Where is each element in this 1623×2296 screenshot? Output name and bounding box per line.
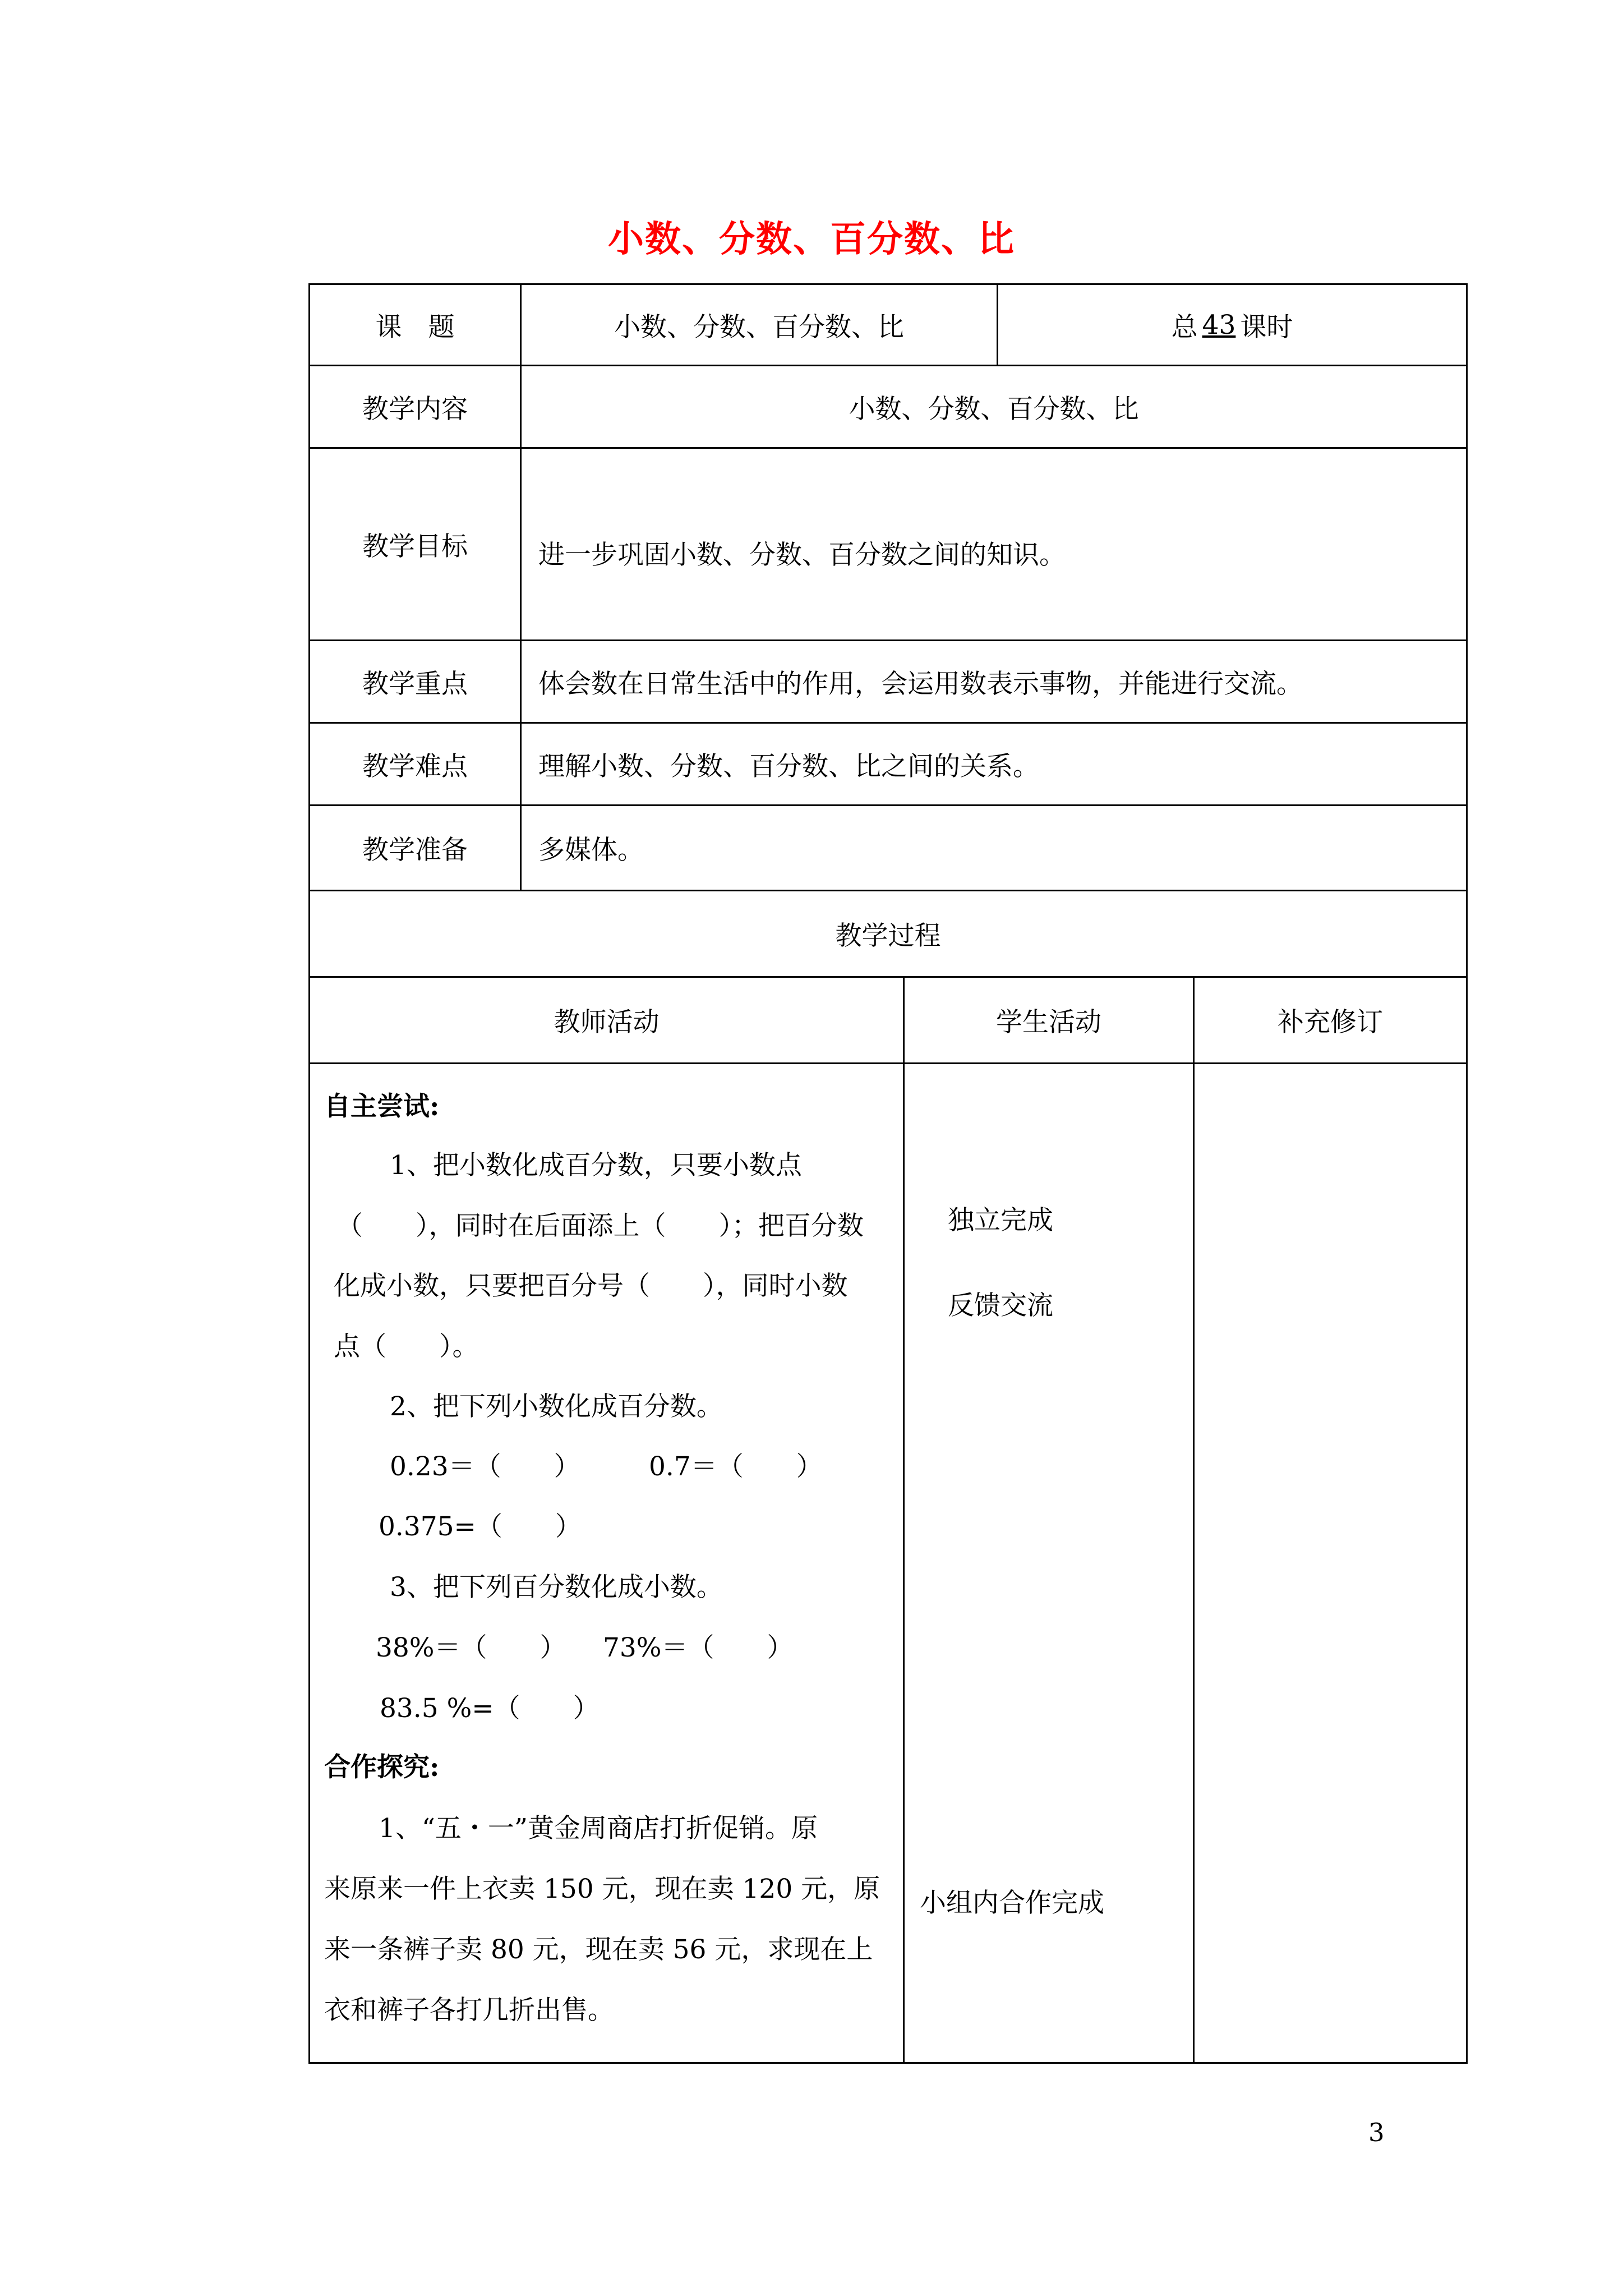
total-hours-cell bbox=[997, 283, 1468, 366]
content-value-cell bbox=[520, 365, 1468, 449]
key-label: 教学重点 bbox=[362, 668, 468, 700]
q3-item-a: 38%＝（ ） bbox=[376, 1632, 566, 1663]
prep-label: 教学准备 bbox=[362, 835, 468, 866]
prep-label-cell bbox=[308, 804, 522, 891]
prep-value: 多媒体。 bbox=[538, 835, 644, 866]
goal-label: 教学目标 bbox=[362, 531, 468, 562]
difficulty-label: 教学难点 bbox=[362, 751, 468, 782]
section-cooperate: 合作探究: bbox=[324, 1752, 440, 1783]
topic-label-cell bbox=[308, 283, 522, 366]
difficulty-value: 理解小数、分数、百分数、比之间的关系。 bbox=[538, 751, 1039, 782]
content-value: 小数、分数、百分数、比 bbox=[849, 393, 1139, 425]
prep-value-cell bbox=[520, 804, 1468, 891]
revise-label: 补充修订 bbox=[1278, 1007, 1383, 1038]
revise-body bbox=[1193, 1062, 1468, 2064]
q3-text: 3、把下列百分数化成小数。 bbox=[390, 1572, 723, 1603]
q3-item-b: 73%＝（ ） bbox=[603, 1632, 794, 1663]
content-label-cell bbox=[308, 365, 522, 449]
q1-line3: 化成小数，只要把百分号（ ），同时小数 bbox=[334, 1271, 848, 1301]
p1-line4: 衣和裤子各打几折出售。 bbox=[324, 1995, 614, 2026]
topic-value-cell bbox=[520, 283, 998, 366]
student-note-1: 独立完成 bbox=[948, 1205, 1053, 1236]
key-label-cell bbox=[308, 639, 522, 724]
student-note-2: 反馈交流 bbox=[948, 1290, 1053, 1321]
q2-text: 2、把下列小数化成百分数。 bbox=[390, 1391, 723, 1422]
process-heading-cell bbox=[308, 890, 1468, 978]
q1-line1: 1、把小数化成百分数，只要小数点 bbox=[390, 1150, 802, 1181]
total-prefix: 总 bbox=[1171, 311, 1198, 343]
key-value: 体会数在日常生活中的作用，会运用数表示事物，并能进行交流。 bbox=[538, 668, 1303, 700]
student-note-3: 小组内合作完成 bbox=[920, 1888, 1104, 1918]
teacher-activity-header bbox=[308, 976, 905, 1064]
q2-item-b: 0.7＝（ ） bbox=[649, 1451, 823, 1482]
page-number: 3 bbox=[1368, 2118, 1385, 2147]
q2-item-c: 0.375=（ ） bbox=[379, 1511, 582, 1542]
goal-value-cell bbox=[520, 447, 1468, 641]
total-number: 43 bbox=[1202, 309, 1236, 341]
p1-line3: 来一条裤子卖 80 元，现在卖 56 元，求现在上 bbox=[324, 1934, 873, 1965]
topic-value: 小数、分数、百分数、比 bbox=[614, 311, 904, 343]
process-heading: 教学过程 bbox=[835, 921, 941, 951]
p1-line1: 1、“五・一”黄金周商店打折促销。原 bbox=[379, 1813, 818, 1844]
difficulty-value-cell bbox=[520, 722, 1468, 806]
revise-header bbox=[1193, 976, 1468, 1064]
difficulty-label-cell bbox=[308, 722, 522, 806]
q3-item-c: 83.5 %=（ ） bbox=[380, 1693, 600, 1724]
key-value-cell bbox=[520, 639, 1468, 724]
total-suffix: 课时 bbox=[1240, 311, 1293, 343]
q2-item-a: 0.23＝（ ） bbox=[390, 1451, 580, 1482]
topic-label: 课 题 bbox=[375, 311, 455, 343]
q1-line4: 点（ ）。 bbox=[334, 1331, 479, 1362]
teacher-activity-label: 教师活动 bbox=[554, 1007, 660, 1038]
page-title: 小数、分数、百分数、比 bbox=[608, 218, 1015, 260]
student-activity-label: 学生活动 bbox=[996, 1007, 1101, 1038]
goal-value: 进一步巩固小数、分数、百分数之间的知识。 bbox=[538, 539, 1066, 570]
p1-line2: 来原来一件上衣卖 150 元，现在卖 120 元，原 bbox=[324, 1874, 880, 1904]
section-self-try: 自主尝试: bbox=[324, 1091, 440, 1122]
q1-line2: （ ），同时在后面添上（ ）；把百分数 bbox=[336, 1211, 864, 1241]
goal-label-cell bbox=[308, 447, 522, 641]
content-label: 教学内容 bbox=[362, 393, 468, 425]
student-activity-header bbox=[903, 976, 1195, 1064]
